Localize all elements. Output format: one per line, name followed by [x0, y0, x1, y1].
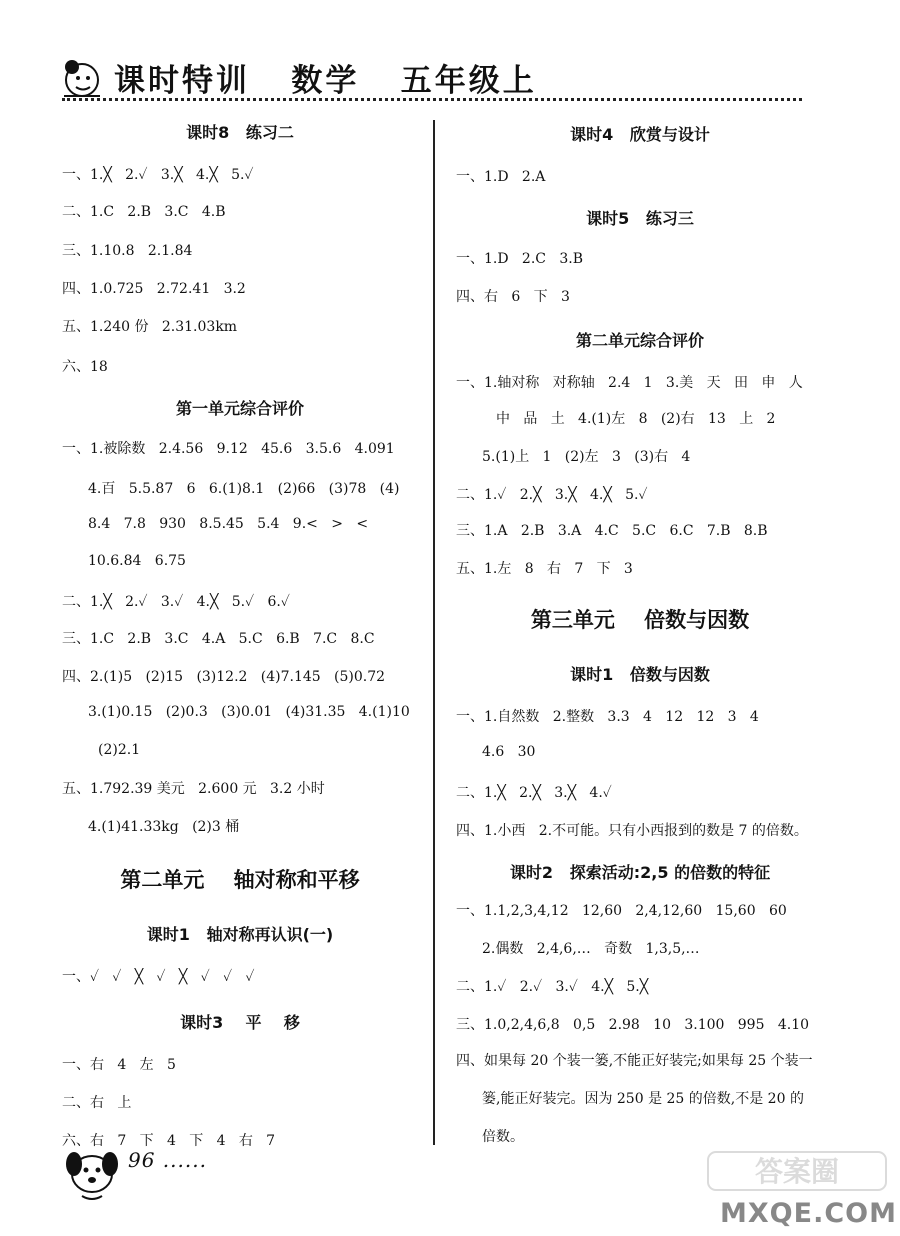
answer-line: 一、1.轴对称 对称轴 2.4 1 3.美 天 田 申 人 — [456, 375, 803, 391]
answer-line: 五、1.240 份 2.31.03km — [62, 319, 238, 335]
answer-line: 四、右 6 下 3 — [456, 289, 570, 305]
unit-title: 第三单元 倍数与因数 — [530, 608, 750, 632]
column-divider — [433, 120, 435, 1145]
section-title: 课时5 练习三 — [586, 209, 694, 228]
answer-line: 10.6.84 6.75 — [88, 553, 186, 569]
section-title: 第二单元综合评价 — [575, 331, 704, 350]
answer-line: 4.百 5.5.87 6 6.(1)8.1 (2)66 (3)78 (4) — [88, 481, 400, 497]
puppy-mascot-icon — [60, 1140, 124, 1204]
answer-line: 二、1.✓ 2.╳ 3.╳ 4.╳ 5.✓ — [456, 487, 648, 503]
answer-line: 三、1.A 2.B 3.A 4.C 5.C 6.C 7.B 8.B — [456, 523, 768, 539]
answer-line: 一、1.自然数 2.整数 3.3 4 12 12 3 4 — [456, 709, 759, 725]
answer-line: 五、1.792.39 美元 2.600 元 3.2 小时 — [62, 781, 325, 797]
answer-line: 一、1.D 2.A — [456, 169, 546, 185]
answer-line: 二、1.C 2.B 3.C 4.B — [62, 204, 226, 220]
header-dotted-rule — [62, 98, 802, 101]
answer-line: 四、2.(1)5 (2)15 (3)12.2 (4)7.14̇5̇ (5)0.72 — [62, 669, 386, 685]
section-title: 第一单元综合评价 — [175, 399, 304, 418]
answer-line: 一、1.╳ 2.✓ 3.╳ 4.╳ 5.✓ — [62, 167, 254, 183]
section-title: 课时2 探索活动:2,5 的倍数的特征 — [509, 863, 771, 882]
section-title: 课时1 轴对称再认识(一) — [146, 925, 334, 944]
answer-line: 3.(1)0.15 (2)0.3 (3)0.01 (4)31.35 4.(1)10 — [88, 704, 410, 720]
page-header — [0, 0, 900, 110]
answer-line: 4.(1)41.33kg (2)3 桶 — [88, 819, 240, 835]
answer-line: 中 品 土 4.(1)左 8 (2)右 13 上 2 — [496, 411, 776, 427]
answer-line: 二、1.╳ 2.✓ 3.✓ 4.╳ 5.✓ 6.✓ — [62, 594, 290, 610]
page-number: 96 ...... — [128, 1148, 207, 1172]
answer-line: 二、1.╳ 2.╳ 3.╳ 4.✓ — [456, 785, 612, 801]
watermark-url: MXQE.COM — [720, 1198, 897, 1229]
answer-line: 四、1.0.725 2.72.41 3.2 — [62, 281, 246, 297]
answer-line: 五、1.左 8 右 7 下 3 — [456, 561, 633, 577]
answer-line: 三、1.0,2,4,6,8 0,5 2.98 10 3.100 995 4.10 — [456, 1017, 810, 1033]
answer-line: 二、右 上 — [62, 1095, 132, 1111]
section-title: 课时8 练习二 — [186, 123, 294, 142]
answer-line: 一、1.被除数 2.4.56 9.12 45.6 3.5.6 4.091 — [62, 441, 395, 457]
answer-line: 一、✓ ✓ ╳ ✓ ╳ ✓ ✓ ✓ — [62, 969, 255, 985]
answer-line: 一、1.D 2.C 3.B — [456, 251, 583, 267]
watermark-logo-text: 答案圈 — [754, 1155, 840, 1188]
watermark-logo — [706, 1148, 890, 1194]
answer-line: 8.4 7.8 930 8.5.4̇5̇ 5.4 9.< > < — [88, 516, 369, 532]
header-title: 课时特训 数学 五年级上 — [114, 63, 537, 99]
answer-line: 2.偶数 2,4,6,… 奇数 1,3,5,… — [482, 941, 700, 957]
answer-line: 篓,能正好装完。因为 250 是 25 的倍数,不是 20 的 — [482, 1091, 804, 1107]
answer-line: 一、右 4 左 5 — [62, 1057, 176, 1073]
answer-line: 六、右 7 下 4 下 4 右 7 — [62, 1133, 276, 1149]
answer-line: (2)2.1 — [98, 742, 141, 758]
answer-line: 5.(1)上 1 (2)左 3 (3)右 4 — [482, 449, 691, 465]
unit-title: 第二单元 轴对称和平移 — [120, 868, 360, 892]
answer-line: 二、1.✓ 2.✓ 3.✓ 4.╳ 5.╳ — [456, 979, 649, 995]
section-title: 课时1 倍数与因数 — [570, 665, 710, 684]
section-title: 课时4 欣赏与设计 — [570, 125, 710, 144]
answer-line: 四、1.小西 2.不可能。只有小西报到的数是 7 的倍数。 — [456, 823, 808, 839]
section-title: 课时3 平 移 — [180, 1013, 300, 1032]
answer-line: 三、1.C 2.B 3.C 4.A 5.C 6.B 7.C 8.C — [62, 631, 375, 647]
answer-line: 六、18 — [62, 359, 108, 375]
answer-line: 四、如果每 20 个装一篓,不能正好装完;如果每 25 个装一 — [456, 1053, 813, 1069]
answer-line: 倍数。 — [482, 1129, 524, 1145]
mascot-icon — [60, 58, 106, 100]
answer-line: 4.6 30 — [482, 744, 536, 760]
answer-line: 一、1.1,2,3,4,12 12,60 2,4,12,60 15,60 60 — [456, 903, 787, 919]
answer-line: 三、1.10.8 2.1.84 — [62, 243, 193, 259]
